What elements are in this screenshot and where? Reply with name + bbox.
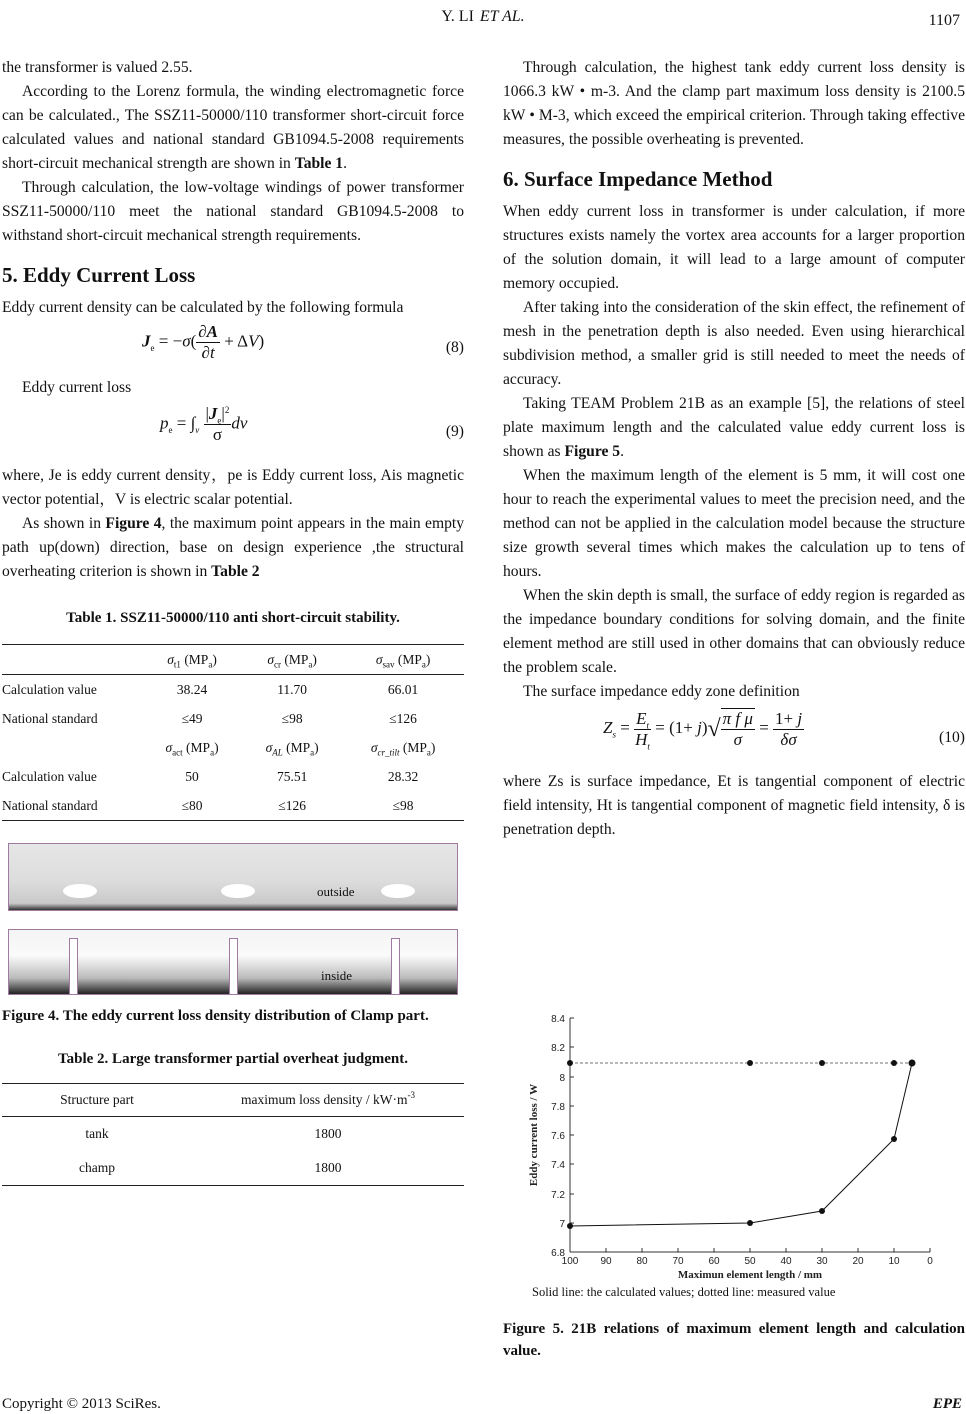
header-cell: $\sigma_{AL}$ $(MP_a)$ (265, 739, 319, 758)
paragraph: Eddy current loss (22, 379, 132, 396)
table-cell: ≤98 (281, 710, 303, 726)
clamp-plate (229, 938, 238, 995)
left-column (2, 56, 464, 1186)
header-cell: Structure part (60, 1092, 134, 1107)
y-axis-label: Eddy current loss / W (528, 1083, 540, 1187)
table-reference: Table 1 (294, 155, 344, 172)
table-cell: 28.32 (387, 768, 419, 784)
figure5-note: Solid line: the calculated values; dotted line: measured value (532, 1285, 836, 1299)
figure-reference: Figure 4 (105, 515, 162, 532)
table-cell: champ (79, 1160, 115, 1175)
row-label: Calculation value (2, 681, 97, 697)
paragraph: where Zs is surface impedance, Et is tangential component of electric field intensity, Ht is tangential component of magnetic field intensity, δ is penetration depth. (503, 773, 965, 838)
svg-text:7: 7 (559, 1219, 565, 1230)
table-cell: 66.01 (387, 681, 419, 697)
paragraph: Taking TEAM Problem 21B as an example [5], the relations of steel plate maximum length and the calculated value eddy current loss is shown as Figure 5. (503, 395, 965, 460)
figure4 (2, 843, 464, 1005)
equation-number: (8) (445, 339, 464, 356)
table-cell: ≤98 (392, 797, 414, 813)
figure5-chart (517, 1002, 940, 1282)
table-row (2, 704, 464, 733)
line-chart (517, 1002, 940, 1282)
clamp-plate (391, 938, 400, 995)
row-label: National standard (2, 797, 98, 813)
paragraph: According to the Lorenz formula, the winding electromagnetic force can be calculated., The SSZ11-50000/110 transformer short-circuit force calculated values and national standard GB1094.5-2008 requirements short-circuit mechanical strength are shown in Table 1. (2, 83, 464, 172)
paragraph: After taking into the consideration of the skin effect, the refinement of mesh in the penetration depth is also needed. Even using hierarchical subdivision method, a smaller grid is still needed to meet the needs of accuracy. (503, 299, 965, 388)
page-header (0, 8, 966, 34)
paragraph-text: Taking TEAM Problem 21B as an example [5], the relations of steel plate maximum length and the calculated value eddy current loss is shown as (503, 395, 965, 460)
table-cell: 1800 (314, 1126, 342, 1141)
contour-highlight (221, 884, 255, 898)
header-cell: $\sigma_{t1}$ $(MP_a)$ (167, 651, 217, 670)
paragraph: Eddy current density can be calculated by the following formula (2, 299, 404, 316)
svg-text:70: 70 (672, 1256, 684, 1267)
table2-caption: Table 2. Large transformer partial overheat judgment. (58, 1051, 408, 1067)
row-label: National standard (2, 710, 98, 726)
header-cell: $\sigma_{cr}$ $(MP_a)$ (267, 651, 317, 670)
header-cell: $\sigma_{cr\_tilt}$ $(MP_a)$ (370, 739, 436, 758)
figure5-caption: Figure 5. 21B relations of maximum element length and calculation value. (503, 1321, 965, 1359)
clamp-plate (69, 938, 78, 995)
svg-text:6.8: 6.8 (551, 1248, 565, 1259)
svg-text:7.6: 7.6 (551, 1131, 565, 1142)
running-author: Y. LI (441, 8, 474, 25)
equation-body: $p_e = \int_v$ $\frac{|J_e|^2}{\sigma}$ dv (160, 404, 248, 444)
table-cell: ≤49 (181, 710, 203, 726)
table-cell: ≤126 (389, 710, 417, 726)
section-heading: 5. Eddy Current Loss (2, 263, 196, 287)
running-etal: ET AL. (479, 8, 525, 25)
table-cell: 38.24 (176, 681, 208, 697)
equation-body: $Z_s$ = $\frac{E_t}{H_t}$ = (1+ j)√ $\frac{\text{π f μ}}{\sigma}$ = $\frac{1+ j}{\delta\sigma}$ (603, 708, 803, 751)
copyright: Copyright © 2013 SciRes. (2, 1396, 161, 1412)
equation-number: (9) (445, 423, 464, 440)
svg-text:8: 8 (559, 1073, 565, 1084)
paragraph: The surface impedance eddy zone definition (523, 683, 800, 700)
svg-text:7.2: 7.2 (551, 1190, 565, 1201)
svg-text:40: 40 (780, 1256, 792, 1267)
table1 (2, 644, 464, 821)
paragraph-text: , the maximum point appears in the main empty path up(down) direction, base on design experience ,the structural overheating criterion is shown in (2, 515, 465, 580)
header-cell: $\sigma_{sav}$ $(MP_a)$ (375, 651, 431, 670)
table-cell: 50 (185, 768, 199, 784)
figure4-inside-panel (8, 929, 458, 995)
table-header-row (2, 645, 464, 675)
svg-text:7.8: 7.8 (551, 1102, 565, 1113)
svg-text:60: 60 (708, 1256, 720, 1267)
header-cell: $\sigma_{act}$ $(MP_a)$ (165, 739, 219, 758)
x-axis-label: Maximun element length / mm (677, 1269, 823, 1281)
inside-label: inside (321, 968, 353, 983)
running-head (0, 8, 966, 26)
table-cell: 75.51 (276, 768, 308, 784)
page-number: 1107 (928, 12, 960, 29)
svg-text:0: 0 (927, 1256, 933, 1267)
svg-text:8.4: 8.4 (551, 1014, 565, 1025)
outside-label: outside (317, 884, 355, 899)
equation-10 (503, 704, 965, 770)
svg-text:7.4: 7.4 (551, 1160, 565, 1171)
svg-text:20: 20 (852, 1256, 864, 1267)
journal-name: EPE (932, 1396, 962, 1412)
table-header-row (2, 1084, 464, 1117)
svg-text:10: 10 (888, 1256, 900, 1267)
svg-text:100: 100 (561, 1256, 579, 1267)
right-column (503, 56, 965, 842)
contour-highlight (63, 884, 97, 898)
equation-body: $J_e = -\sigma$( $\frac{\partial A}{\partial t}$ + ΔV) (142, 322, 265, 362)
svg-text:30: 30 (816, 1256, 828, 1267)
paragraph: When the maximum length of the element is 5 mm, it will cost one hour to reach the experimental values to meet the precision need, and the method can not be applied in the calculation model because the structure size growth several times which makes the calculation up to tens of hours. (503, 467, 965, 580)
table-cell: 11.70 (277, 681, 308, 697)
svg-text:80: 80 (636, 1256, 648, 1267)
paragraph: where, Je is eddy current density，pe is Eddy current loss, Ais magnetic vector potential，V is electric scalar potential. (2, 467, 464, 508)
equation-8 (2, 320, 464, 376)
svg-text:8.2: 8.2 (551, 1043, 565, 1054)
table-row (2, 1117, 464, 1152)
header-cell (2, 733, 142, 762)
paragraph: the transformer is valued 2.55. (2, 59, 193, 76)
table-subheader-row (2, 733, 464, 762)
svg-text:50: 50 (744, 1256, 756, 1267)
table-cell: tank (85, 1126, 109, 1141)
page-footer (2, 1396, 964, 1413)
svg-text:90: 90 (600, 1256, 612, 1267)
table1-caption: Table 1. SSZ11-50000/110 anti short-circuit stability. (66, 610, 400, 626)
table-row (2, 1151, 464, 1186)
contour-highlight (381, 884, 415, 898)
equation-number: (10) (939, 729, 965, 746)
paragraph-text: According to the Lorenz formula, the winding electromagnetic force can be calculated., The SSZ11-50000/110 transformer short-circuit force calculated values and national standard GB1094.5-2008 requirements short-circuit mechanical strength are shown in (2, 83, 464, 172)
paragraph (2, 512, 464, 584)
equation-9 (2, 400, 464, 464)
paragraph: Through calculation, the low-voltage windings of power transformer SSZ11-50000/110 meet the national standard GB1094.5-2008 to withstand short-circuit mechanical strength requirements. (2, 179, 464, 244)
section-heading: 6. Surface Impedance Method (503, 167, 773, 191)
table-cell: ≤126 (278, 797, 306, 813)
figure4-caption: Figure 4. The eddy current loss density distribution of Clamp part. (2, 1008, 429, 1024)
paragraph: When the skin depth is small, the surface of eddy region is regarded as the impedance boundary conditions for solving domain, and the finite element method are still used in other domains that can obviously reduce the problem scale. (503, 587, 965, 676)
table-reference: Table 2 (211, 563, 260, 580)
table-cell: ≤80 (181, 797, 203, 813)
row-label: Calculation value (2, 768, 97, 784)
table2 (2, 1083, 464, 1186)
table-row (2, 791, 464, 821)
table-cell: 1800 (314, 1160, 342, 1175)
header-cell: maximum loss density / $kW\cdot m^{-3}$ (241, 1090, 415, 1107)
table-row (2, 762, 464, 791)
paragraph: When eddy current loss in transformer is under calculation, if more structures exists namely the vortex area accounts for a larger proportion of the solution domain, it will lead to a large amount of computer memory occupied. (503, 203, 965, 292)
figure4-outside-panel (8, 843, 458, 911)
paragraph-text: As shown in (22, 515, 106, 532)
figure-reference: Figure 5 (564, 443, 621, 460)
header-cell (2, 645, 142, 675)
table-row (2, 675, 464, 705)
paragraph: Through calculation, the highest tank eddy current loss density is 1066.3 kW • m-3. And the clamp part maximum loss density is 2100.5 kW • M-3, which exceed the empirical criterion. Through taking effective measures, the possible overheating is prevented. (503, 59, 965, 148)
